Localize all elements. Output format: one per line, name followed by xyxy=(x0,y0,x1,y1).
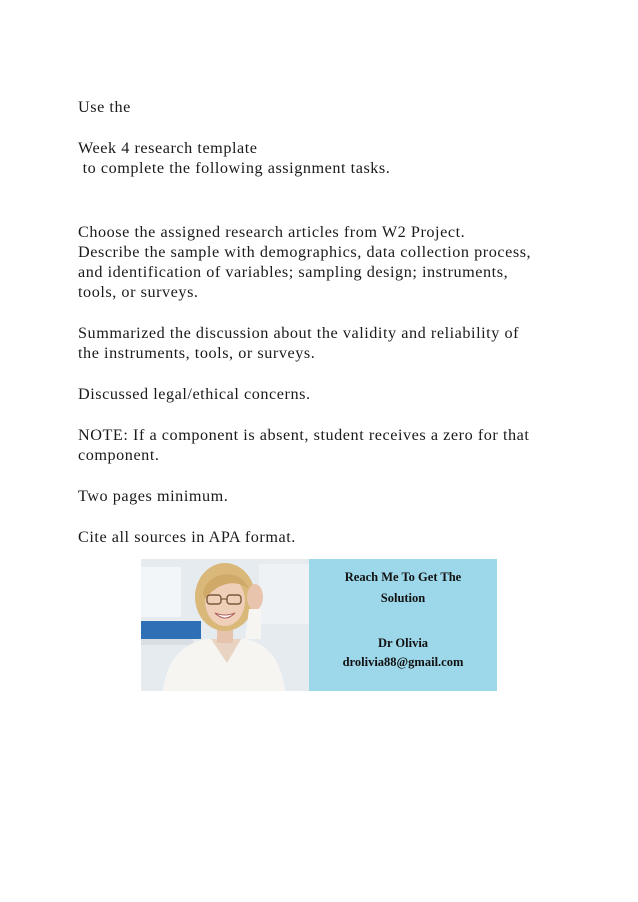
text-line-12: component. xyxy=(78,446,160,464)
text-line-1: Use the xyxy=(78,98,131,116)
banner-email[interactable]: drolivia88@gmail.com xyxy=(342,655,464,669)
text-line-10: Discussed legal/ethical concerns. xyxy=(78,385,311,403)
text-line-2: Week 4 research template xyxy=(78,139,258,157)
banner-headline-1: Reach Me To Get The xyxy=(344,570,462,584)
text-line-14: Cite all sources in APA format. xyxy=(78,528,296,546)
text-line-13: Two pages minimum. xyxy=(78,487,229,505)
text-line-5: Describe the sample with demographics, data collection process, xyxy=(78,243,532,261)
banner-headline-2: Solution xyxy=(380,591,426,605)
banner-name: Dr Olivia xyxy=(377,636,429,650)
text-line-7: tools, or surveys. xyxy=(78,283,199,301)
woman-illustration xyxy=(141,559,309,691)
woman-photo xyxy=(141,559,309,691)
contact-banner xyxy=(141,559,497,691)
text-line-8: Summarized the discussion about the validity and reliability of xyxy=(78,324,520,342)
contact-panel xyxy=(309,559,497,691)
text-line-9: the instruments, tools, or surveys. xyxy=(78,344,316,362)
text-line-4: Choose the assigned research articles from W2 Project. xyxy=(78,223,466,241)
text-line-6: and identification of variables; sampling design; instruments, xyxy=(78,263,509,281)
text-line-3: to complete the following assignment tasks. xyxy=(78,159,391,177)
text-line-11: NOTE: If a component is absent, student receives a zero for that xyxy=(78,426,530,444)
